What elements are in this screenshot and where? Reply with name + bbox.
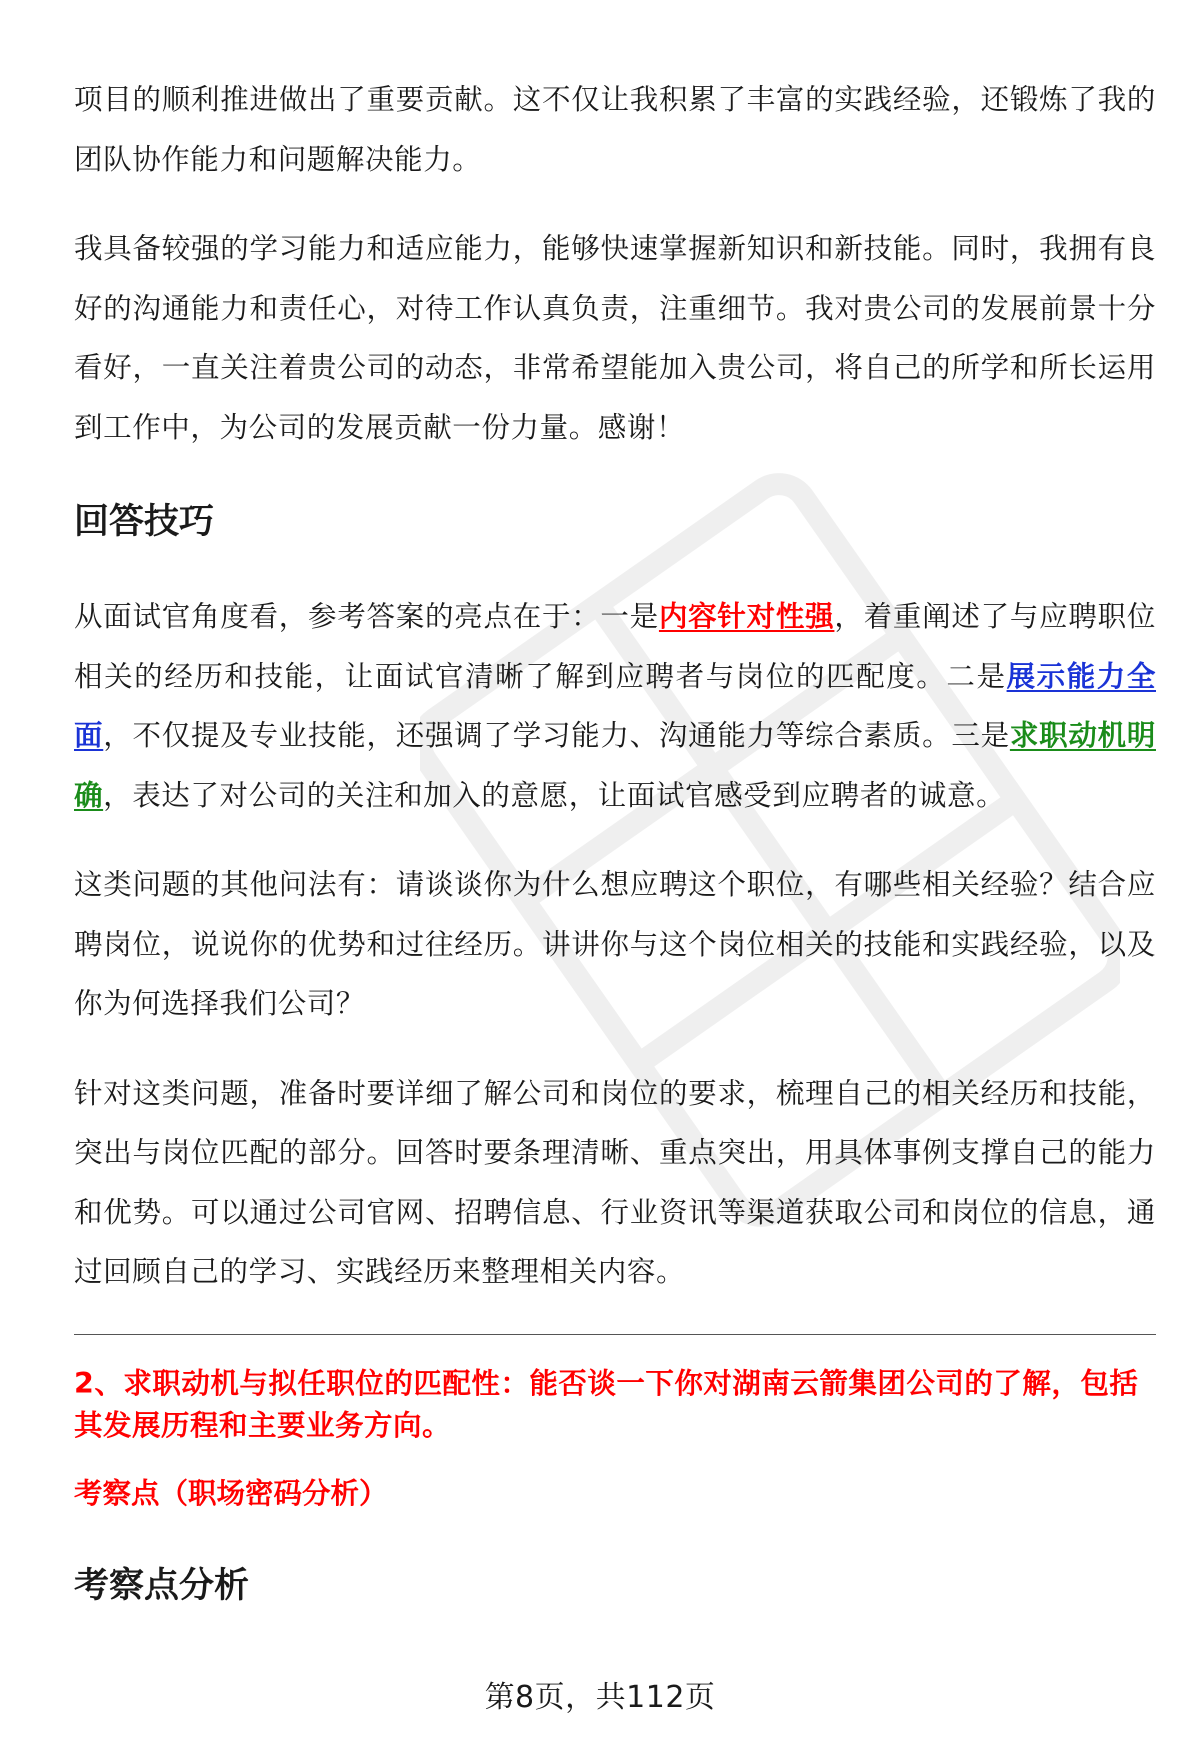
- tips-text-a: 从面试官角度看，参考答案的亮点在于：一是: [74, 600, 659, 633]
- assessment-label: 考察点（职场密码分析）: [74, 1476, 388, 1510]
- question-heading: 2、求职动机与拟任职位的匹配性：能否谈一下你对湖南云箭集团公司的了解，包括其发展历程和主要业务方向。: [74, 1366, 1139, 1442]
- highlight-3: 求职动机明确: [74, 719, 1156, 812]
- paragraph-2: 我具备较强的学习能力和适应能力，能够快速掌握新知识和新技能。同时，我拥有良好的沟通能力和责任心，对待工作认真负责，注重细节。我对贵公司的发展前景十分看好，一直关注着贵公司的动态，非常希望能加入贵公司，将自己的所学和所长运用到工作中，为公司的发展贡献一份力量。感谢！: [74, 232, 1156, 444]
- section-title: 回答技巧: [74, 502, 215, 542]
- analysis-title: 考察点分析: [74, 1565, 250, 1606]
- preparation-paragraph: 针对这类问题，准备时要详细了解公司和岗位的要求，梳理自己的相关经历和技能，突出与岗位匹配的部分。回答时要条理清晰、重点突出，用具体事例支撑自己的能力和优势。可以通过公司官网、招聘信息、行业资讯等渠道获取公司和岗位的信息，通过回顾自己的学习、实践经历来整理相关内容。: [74, 1076, 1156, 1288]
- highlight-2: 展示能力全面: [74, 659, 1156, 752]
- tips-paragraph: [74, 587, 1156, 825]
- tips-text-d: ，表达了对公司的关注和加入的意愿，让面试官感受到应聘者的诚意。: [103, 778, 1006, 812]
- page-footer: 第8页，共112页: [484, 1680, 716, 1715]
- divider: [74, 1334, 1156, 1335]
- paragraph-1: 项目的顺利推进做出了重要贡献。这不仅让我积累了丰富的实践经验，还锻炼了我的团队协作能力和问题解决能力。: [74, 83, 1156, 176]
- tips-text-b: ，着重阐述了与应聘职位相关的经历和技能，让面试官清晰了解到应聘者与岗位的匹配度。二是: [74, 600, 1156, 693]
- highlight-1: 内容针对性强: [658, 600, 835, 633]
- other-questions-paragraph: 这类问题的其他问法有：请谈谈你为什么想应聘这个职位，有哪些相关经验？结合应聘岗位，说说你的优势和过往经历。讲讲你与这个岗位相关的技能和实践经验，以及你为何选择我们公司？: [74, 868, 1156, 1020]
- tips-text-c: ，不仅提及专业技能，还强调了学习能力、沟通能力等综合素质。三是: [103, 719, 1010, 752]
- document-page: [74, 70, 1156, 1611]
